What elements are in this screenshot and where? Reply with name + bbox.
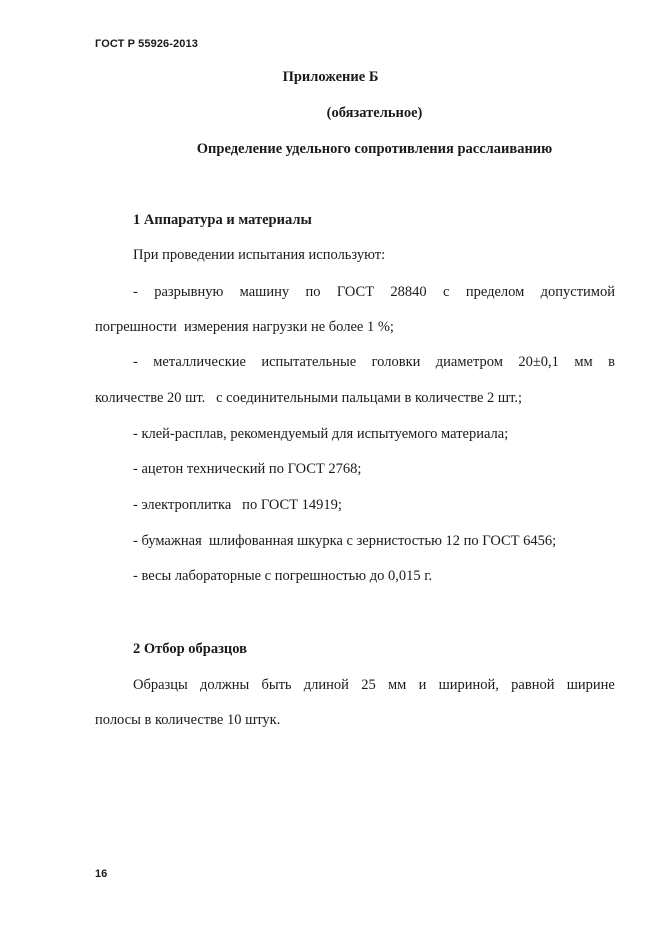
word: головки	[371, 354, 421, 370]
word: и	[418, 677, 427, 693]
word: ширине	[566, 677, 615, 693]
section2-para-line2: полосы в количестве 10 штук.	[95, 712, 281, 728]
section2-heading: 2 Отбор образцов	[133, 641, 247, 657]
item7: - весы лабораторные с погрешностью до 0,015 г.	[133, 568, 433, 584]
word: 20±0,1	[518, 354, 559, 370]
item2-line1	[133, 353, 615, 371]
word: -	[133, 354, 138, 370]
word: шириной,	[438, 677, 499, 693]
word: испытательные	[261, 354, 357, 370]
section1-heading: 1 Аппаратура и материалы	[133, 212, 312, 228]
word: металлические	[153, 354, 246, 370]
document-code: ГОСТ Р 55926-2013	[95, 38, 198, 50]
page-number: 16	[95, 868, 108, 880]
word: мм	[574, 354, 593, 370]
section1-intro: При проведении испытания используют:	[133, 247, 386, 263]
word: в	[608, 354, 615, 370]
item6: - бумажная шлифованная шкурка с зернистостью 12 по ГОСТ 6456;	[133, 533, 557, 549]
word: мм	[387, 677, 407, 693]
section2-para-line1	[133, 676, 615, 694]
item5: - электроплитка по ГОСТ 14919;	[133, 497, 342, 513]
item1-line1	[133, 283, 615, 301]
word: 25	[361, 677, 376, 693]
appendix-subject: Определение удельного сопротивления расслаиванию	[196, 141, 553, 157]
word: длиной	[303, 677, 349, 693]
word: -	[133, 284, 138, 300]
word: равной	[511, 677, 555, 693]
item4: - ацетон технический по ГОСТ 2768;	[133, 461, 362, 477]
word: допустимой	[540, 284, 615, 300]
word: по	[305, 284, 321, 300]
item2-line2: количестве 20 шт. с соединительными пальцами в количестве 2 шт.;	[95, 390, 522, 406]
word: разрывную	[154, 284, 224, 300]
word: с	[443, 284, 450, 300]
item3: - клей-расплав, рекомендуемый для испытуемого материала;	[133, 426, 509, 442]
word: диаметром	[435, 354, 503, 370]
item1-line2: погрешности измерения нагрузки не более 1 %;	[95, 319, 394, 335]
word: быть	[261, 677, 292, 693]
word: должны	[200, 677, 250, 693]
word: ГОСТ	[336, 284, 375, 300]
appendix-status: (обязательное)	[326, 105, 423, 121]
word: машину	[239, 284, 290, 300]
word: Образцы	[133, 677, 188, 693]
word: пределом	[465, 284, 525, 300]
word: 28840	[390, 284, 427, 300]
appendix-title: Приложение Б	[282, 69, 379, 85]
